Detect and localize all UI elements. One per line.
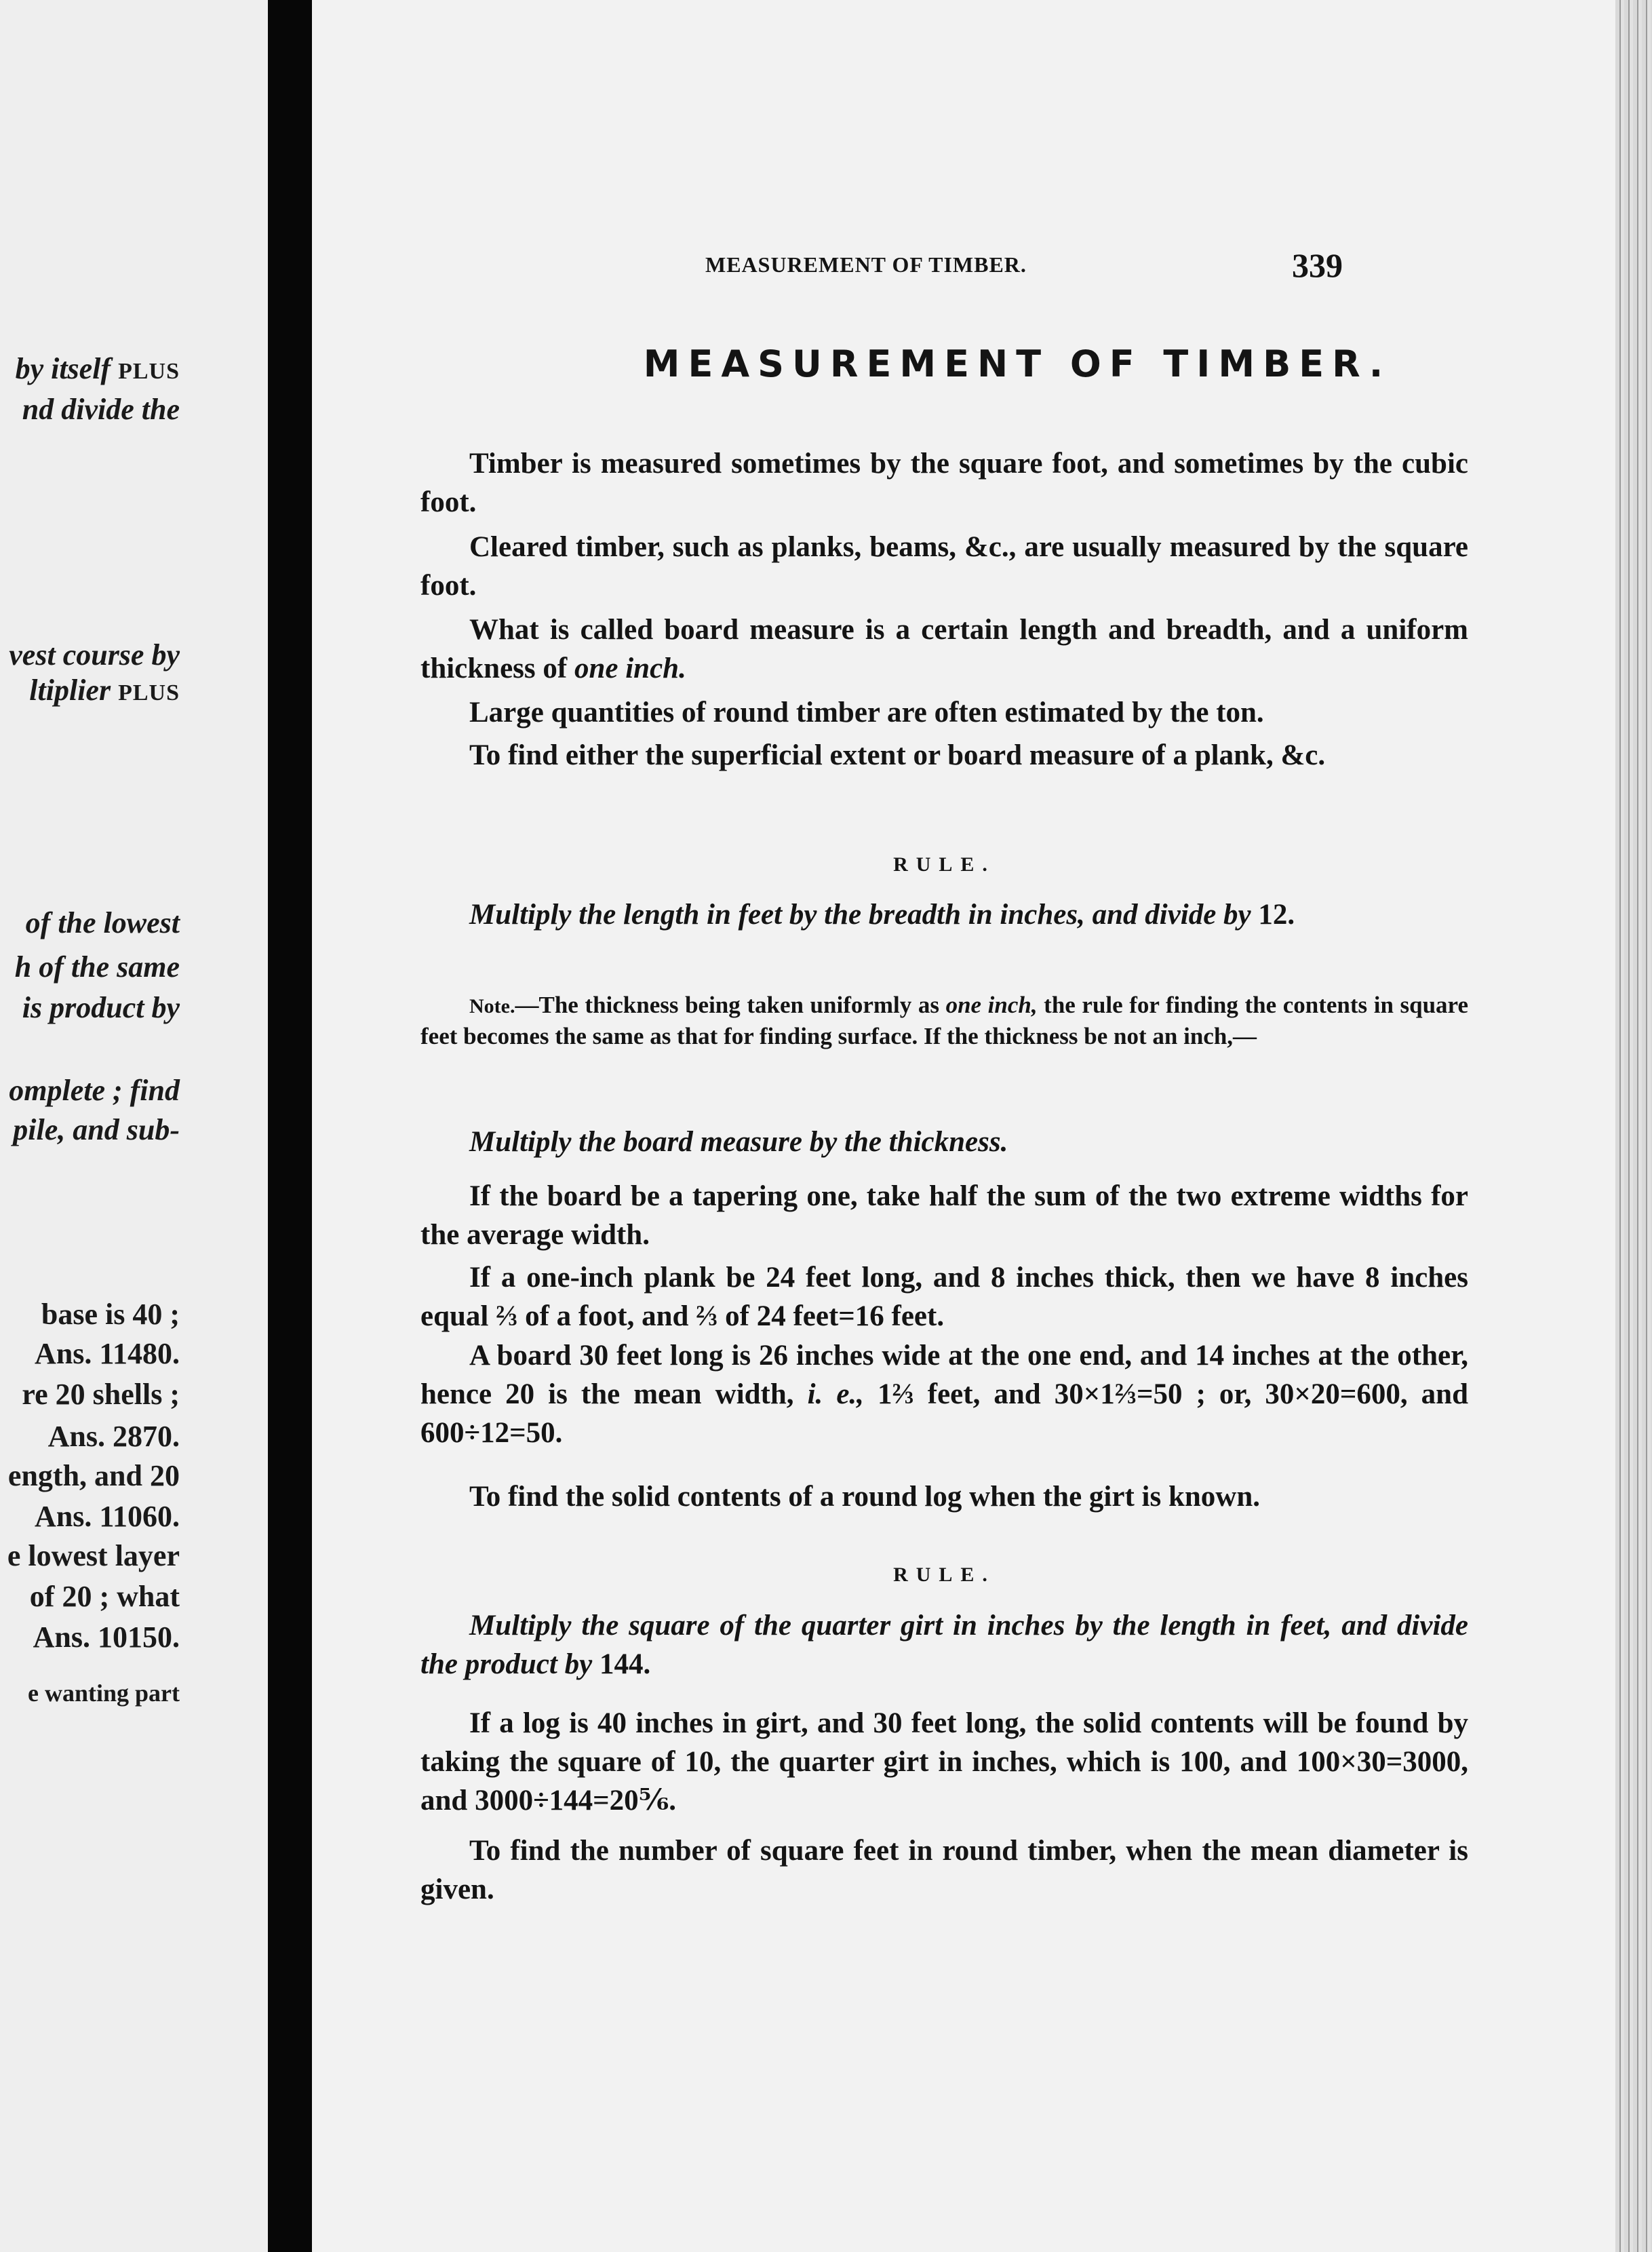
left-fragment: Ans. 11060. (35, 1500, 180, 1533)
left-fragment: e wanting part (28, 1680, 180, 1707)
left-fragment: e lowest layer (7, 1539, 180, 1572)
left-fragment: by itself PLUS (15, 352, 180, 385)
left-fragment: base is 40 ; (41, 1298, 180, 1331)
left-fragment: omplete ; find (9, 1074, 180, 1107)
page-edge (1615, 0, 1652, 2252)
left-fragment: ength, and 20 (7, 1459, 180, 1492)
paragraph: To find the solid contents of a round log when the girt is known. (469, 1481, 1260, 1513)
rule-text: Multiply the square of the quarter girt in inches by the length in feet, and divide the product by 144. (420, 1610, 1468, 1680)
paragraph: If a log is 40 inches in girt, and 30 feet long, the solid contents will be found by taking the square of 10, the quarter girt in inches, which is 100, and 100×30=3000, and 3000÷144=20⅚. (420, 1707, 1468, 1817)
paragraph: If the board be a tapering one, take half the sum of the two extreme widths for the average width. (420, 1180, 1468, 1251)
paragraph: To find either the superficial extent or board measure of a plank, &c. (469, 739, 1326, 771)
paragraph: What is called board measure is a certain length and breadth, and a uniform thickness of one inch. (420, 614, 1468, 684)
left-fragment: ltiplier PLUS (29, 674, 180, 707)
rule-heading: RULE. (893, 1564, 996, 1586)
paragraph: Large quantities of round timber are often estimated by the ton. (469, 697, 1264, 729)
rule-heading: RULE. (893, 853, 996, 876)
paragraph: A board 30 feet long is 26 inches wide at the one end, and 14 inches at the other, hence 20 is the mean width, i. e., 1⅔ feet, and 30×1⅔=50 ; or, 30×20=600, and 600÷12=50. (420, 1340, 1468, 1449)
running-head: MEASUREMENT OF TIMBER. (705, 252, 1027, 277)
left-fragment: of 20 ; what (29, 1580, 180, 1613)
rule-text: Multiply the length in feet by the breadth in inches, and divide by 12. (469, 899, 1295, 931)
paragraph: If a one-inch plank be 24 feet long, and 8 inches thick, then we have 8 inches equal ⅔ of a foot, and ⅔ of 24 feet=16 feet. (420, 1262, 1468, 1332)
left-fragment: nd divide the (22, 393, 180, 426)
page-number: 339 (1292, 246, 1343, 284)
left-fragment: is product by (22, 991, 180, 1024)
paragraph: To find the number of square feet in round timber, when the mean diameter is given. (420, 1835, 1468, 1905)
right-page (312, 0, 1645, 2252)
left-fragment: h of the same (14, 950, 180, 984)
left-fragment: Ans. 10150. (33, 1620, 180, 1654)
left-fragment: re 20 shells ; (22, 1378, 180, 1411)
left-fragment: of the lowest (25, 906, 180, 939)
note: Note.—The thickness being taken uniformly as one inch, the rule for finding the contents in square feet becomes the same as that for finding surface. If the thickness be not an inch,— (420, 992, 1468, 1049)
left-fragment: vest course by (9, 638, 180, 672)
left-fragment: pile, and sub- (13, 1113, 180, 1146)
page-title: MEASUREMENT OF TIMBER. (643, 343, 1392, 385)
left-fragment: Ans. 2870. (47, 1420, 180, 1453)
paragraph: Cleared timber, such as planks, beams, &c., are usually measured by the square foot. (420, 531, 1468, 602)
left-fragment: Ans. 11480. (35, 1337, 180, 1370)
book-gutter (268, 0, 312, 2252)
paragraph: Timber is measured sometimes by the square foot, and sometimes by the cubic foot. (420, 448, 1468, 518)
left-page (0, 0, 268, 2252)
rule-text: Multiply the board measure by the thickness. (469, 1126, 1008, 1158)
